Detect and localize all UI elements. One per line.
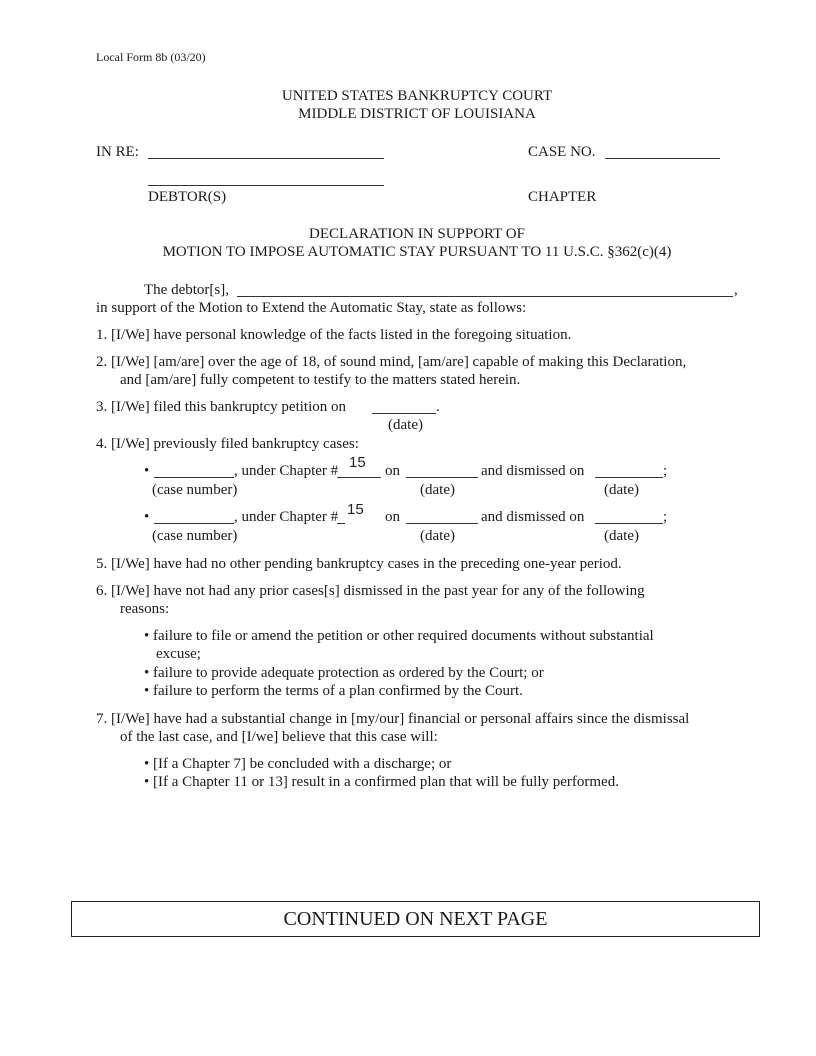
prior-case-2-number-field[interactable]: [154, 523, 234, 524]
item-6-reason-2: • failure to provide adequate protection as ordered by the Court; or: [144, 665, 544, 681]
intro-statement: in support of the Motion to Extend the Automatic Stay, state as follows:: [96, 300, 527, 316]
prior-case-1-under: , under Chapter #: [234, 463, 339, 479]
item-6-reason-1: • failure to file or amend the petition or other required documents without substantial: [144, 628, 654, 644]
item-6-cont: reasons:: [120, 601, 170, 617]
item-7-cont: of the last case, and [I/we] believe that this case will:: [120, 729, 438, 745]
prior-case-2-number-label: (case number): [152, 528, 238, 544]
item-1: 1. [I/We] have personal knowledge of the facts listed in the foregoing situation.: [96, 327, 572, 343]
intro-prefix: The debtor[s],: [144, 282, 229, 298]
item-5: 5. [I/We] have had no other pending bankruptcy cases in the preceding one-year period.: [96, 556, 622, 572]
prior-case-1-dismissed-date-field[interactable]: [595, 477, 663, 478]
prior-case-2-under: , under Chapter #: [234, 509, 339, 525]
debtor-name-field-2[interactable]: [148, 185, 384, 186]
item-7-option-2: • [If a Chapter 11 or 13] result in a confirmed plan that will be fully performed.: [144, 774, 619, 790]
item-6-reason-1-cont: excuse;: [156, 646, 201, 662]
item-6: 6. [I/We] have not had any prior cases[s] dismissed in the past year for any of the following: [96, 583, 645, 599]
prior-case-2-dismissed: and dismissed on: [481, 509, 585, 525]
chapter-label: CHAPTER: [528, 189, 597, 205]
case-number-field[interactable]: [605, 158, 720, 159]
item-3: 3. [I/We] filed this bankruptcy petition on: [96, 399, 346, 415]
item-6-reason-3: • failure to perform the terms of a plan confirmed by the Court.: [144, 683, 523, 699]
prior-case-1-bullet: •: [144, 463, 150, 479]
item-7: 7. [I/We] have had a substantial change in [my/our] financial or personal affairs since the dismissal: [96, 711, 690, 727]
petition-date-field[interactable]: [372, 413, 436, 414]
prior-case-2-bullet: •: [144, 509, 150, 525]
item-7-option-1: • [If a Chapter 7] be concluded with a discharge; or: [144, 756, 452, 772]
prior-case-1-number-field[interactable]: [154, 477, 234, 478]
prior-case-2-end: ;: [663, 509, 668, 525]
petition-date-label: (date): [388, 417, 423, 433]
item-3-end: .: [436, 399, 440, 415]
prior-case-2-dismissed-date-field[interactable]: [595, 523, 663, 524]
debtor-name-field[interactable]: [148, 158, 384, 159]
document-subtitle: MOTION TO IMPOSE AUTOMATIC STAY PURSUANT TO 11 U.S.C. §362(c)(4): [162, 244, 672, 260]
prior-case-1-end: ;: [663, 463, 668, 479]
debtor-names-field[interactable]: [237, 296, 733, 297]
document-title: DECLARATION IN SUPPORT OF: [309, 226, 525, 242]
prior-case-1-date-label: (date): [420, 482, 455, 498]
prior-case-2-dismissed-label: (date): [604, 528, 639, 544]
prior-case-2-chapter-line: [337, 523, 345, 524]
court-name: UNITED STATES BANKRUPTCY COURT: [281, 88, 553, 104]
prior-case-1-filed-date-field[interactable]: [406, 477, 478, 478]
prior-case-2-on: on: [385, 509, 400, 525]
prior-case-1-number-label: (case number): [152, 482, 238, 498]
debtors-label: DEBTOR(S): [148, 189, 227, 205]
prior-case-1-dismissed-label: (date): [604, 482, 639, 498]
prior-case-1-chapter-line: [337, 477, 381, 478]
prior-case-1-on: on: [385, 463, 400, 479]
form-id: Local Form 8b (03/20): [96, 50, 206, 64]
prior-case-2-chapter-field[interactable]: 15: [347, 501, 364, 518]
continued-banner: CONTINUED ON NEXT PAGE: [71, 901, 760, 937]
in-re-label: IN RE:: [96, 144, 139, 160]
item-2: 2. [I/We] [am/are] over the age of 18, of sound mind, [am/are] capable of making this Declaration,: [96, 354, 687, 370]
item-2-cont: and [am/are] fully competent to testify to the matters stated herein.: [120, 372, 521, 388]
item-4: 4. [I/We] previously filed bankruptcy cases:: [96, 436, 359, 452]
prior-case-2-date-label: (date): [420, 528, 455, 544]
prior-case-1-dismissed: and dismissed on: [481, 463, 585, 479]
prior-case-2-filed-date-field[interactable]: [406, 523, 478, 524]
intro-suffix: ,: [734, 282, 738, 298]
prior-case-1-chapter-field[interactable]: 15: [349, 454, 366, 471]
case-no-label: CASE NO.: [528, 144, 596, 160]
court-district: MIDDLE DISTRICT OF LOUISIANA: [298, 106, 536, 122]
